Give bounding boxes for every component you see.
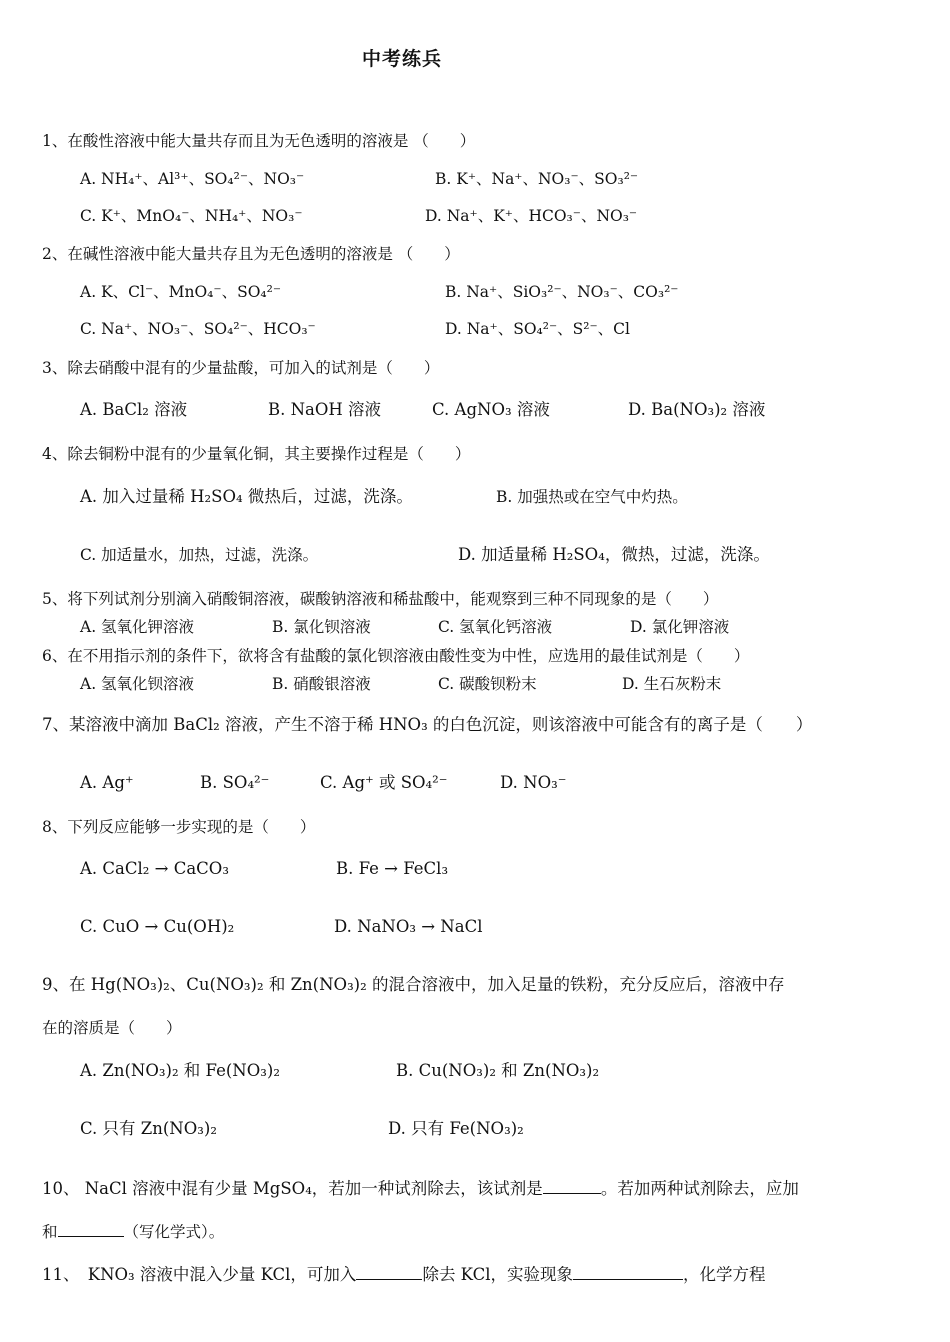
q2-stem: 2、在碱性溶液中能大量共存且为无色透明的溶液是 （ ）: [42, 245, 460, 263]
q5-option-b: B. 氯化钡溶液: [272, 618, 371, 636]
q11-text-part3: ，化学方程: [682, 1265, 766, 1284]
q10-text-part4: （写化学式）。: [123, 1223, 225, 1241]
q7-stem: 7、某溶液中滴加 BaCl₂ 溶液，产生不溶于稀 HNO₃ 的白色沉淀，则该溶液中可能含有的离子是（ ）: [42, 715, 813, 734]
q9-option-b: B. Cu(NO₃)₂ 和 Zn(NO₃)₂: [396, 1061, 600, 1080]
q7-option-c: C. Ag⁺ 或 SO₄²⁻: [320, 773, 448, 792]
q5-option-a: A. 氢氧化钾溶液: [80, 618, 195, 636]
q2-option-d: D. Na⁺、SO₄²⁻、S²⁻、Cl: [445, 320, 630, 338]
q5-option-d: D. 氯化钾溶液: [630, 618, 730, 636]
q5-stem: 5、将下列试剂分别滴入硝酸铜溶液，碳酸钠溶液和稀盐酸中，能观察到三种不同现象的是（ ）: [42, 590, 719, 608]
q11-text-part1: 11、 KNO₃ 溶液中混入少量 KCl，可加入: [42, 1265, 357, 1284]
q6-option-a: A. 氢氧化钡溶液: [80, 675, 195, 693]
q10-blank-two-reagents[interactable]: [58, 1220, 124, 1237]
q4-option-a: A. 加入过量稀 H₂SO₄ 微热后，过滤，洗涤。: [80, 487, 413, 506]
q6-option-d: D. 生石灰粉末: [622, 675, 722, 693]
page-title: 中考练兵: [362, 48, 443, 70]
q8-stem: 8、下列反应能够一步实现的是（ ）: [42, 818, 316, 836]
q4-option-c: C. 加适量水，加热，过滤，洗涤。: [80, 546, 319, 564]
q8-option-b: B. Fe → FeCl₃: [336, 859, 449, 878]
q6-stem: 6、在不用指示剂的条件下，欲将含有盐酸的氯化钡溶液由酸性变为中性，应选用的最佳试剂是（ ）: [42, 647, 750, 665]
q2-option-a: A. K、Cl⁻、MnO₄⁻、SO₄²⁻: [80, 283, 282, 301]
q8-option-c: C. CuO → Cu(OH)₂: [80, 917, 235, 936]
q7-option-d: D. NO₃⁻: [500, 773, 567, 792]
q3-option-b: B. NaOH 溶液: [268, 400, 382, 419]
q3-option-c: C. AgNO₃ 溶液: [432, 400, 550, 419]
q10-line2: [42, 1220, 224, 1242]
q3-option-d: D. Ba(NO₃)₂ 溶液: [628, 400, 766, 419]
q3-stem: 3、除去硝酸中混有的少量盐酸，可加入的试剂是（ ）: [42, 359, 440, 377]
q8-option-d: D. NaNO₃ → NaCl: [334, 917, 483, 936]
q4-stem: 4、除去铜粉中混有的少量氧化铜，其主要操作过程是（ ）: [42, 445, 471, 463]
q2-option-c: C. Na⁺、NO₃⁻、SO₄²⁻、HCO₃⁻: [80, 320, 316, 338]
q9-stem-line2: 在的溶质是（ ）: [42, 1019, 182, 1037]
q4-option-b: B. 加强热或在空气中灼热。: [496, 488, 688, 506]
q11-blank-reagent[interactable]: [356, 1263, 422, 1280]
q2-option-b: B. Na⁺、SiO₃²⁻、NO₃⁻、CO₃²⁻: [445, 283, 679, 301]
q11-line1: [42, 1263, 765, 1285]
q10-text-part3: 和: [42, 1223, 58, 1241]
q6-option-c: C. 碳酸钡粉末: [438, 675, 537, 693]
q8-option-a: A. CaCl₂ → CaCO₃: [80, 859, 229, 878]
q7-option-a: A. Ag⁺: [80, 773, 134, 792]
q11-text-part2: 除去 KCl，实验现象: [422, 1265, 573, 1284]
q7-option-b: B. SO₄²⁻: [200, 773, 270, 792]
q1-option-a: A. NH₄⁺、Al³⁺、SO₄²⁻、NO₃⁻: [80, 170, 305, 188]
q9-option-c: C. 只有 Zn(NO₃)₂: [80, 1119, 217, 1138]
q5-option-c: C. 氢氧化钙溶液: [438, 618, 553, 636]
q10-line1: [42, 1177, 799, 1199]
q1-option-b: B. K⁺、Na⁺、NO₃⁻、SO₃²⁻: [435, 170, 639, 188]
q3-option-a: A. BaCl₂ 溶液: [80, 400, 188, 419]
q1-stem: 1、在酸性溶液中能大量共存而且为无色透明的溶液是 （ ）: [42, 132, 476, 150]
q10-blank-one-reagent[interactable]: [543, 1177, 601, 1194]
q9-option-d: D. 只有 Fe(NO₃)₂: [388, 1119, 524, 1138]
q1-option-d: D. Na⁺、K⁺、HCO₃⁻、NO₃⁻: [425, 207, 638, 225]
q10-text-part1: 10、 NaCl 溶液中混有少量 MgSO₄，若加一种试剂除去，该试剂是: [42, 1179, 543, 1198]
q1-option-c: C. K⁺、MnO₄⁻、NH₄⁺、NO₃⁻: [80, 207, 303, 225]
q11-blank-phenomenon[interactable]: [573, 1263, 683, 1280]
q10-text-part2: 。若加两种试剂除去，应加: [600, 1179, 799, 1198]
q9-stem-line1: 9、在 Hg(NO₃)₂、Cu(NO₃)₂ 和 Zn(NO₃)₂ 的混合溶液中，加入足量的铁粉，充分反应后，溶液中存: [42, 975, 785, 994]
q4-option-d: D. 加适量稀 H₂SO₄，微热，过滤，洗涤。: [458, 545, 770, 564]
q9-option-a: A. Zn(NO₃)₂ 和 Fe(NO₃)₂: [80, 1061, 280, 1080]
q6-option-b: B. 硝酸银溶液: [272, 675, 371, 693]
